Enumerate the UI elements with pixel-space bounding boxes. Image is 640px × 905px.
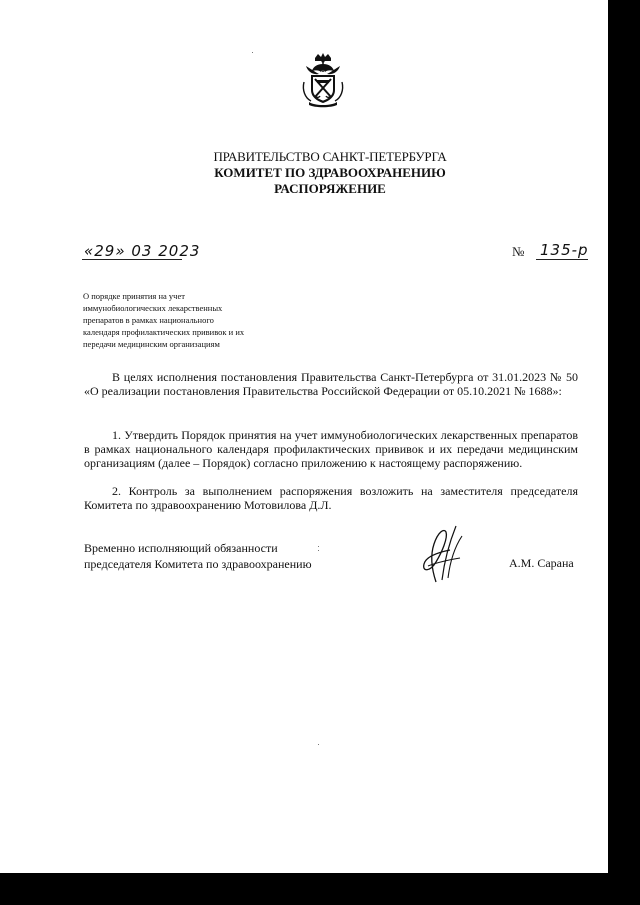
number-sign: № (512, 244, 525, 259)
scan-speck (318, 546, 319, 547)
header-committee: КОМИТЕТ ПО ЗДРАВООХРАНЕНИЮ (214, 165, 446, 180)
header-doc-type: РАСПОРЯЖЕНИЕ (274, 181, 386, 196)
subject-line: календаря профилактических прививок и их (83, 327, 245, 337)
subject-line: передачи медицинским организациям (83, 339, 220, 349)
signatory-name: А.М. Сарана (509, 556, 574, 570)
handwritten-signature (416, 522, 466, 584)
order-date (82, 242, 201, 260)
clause-1-paragraph: 1. Утвердить Порядок принятия на учет иммунобиологических лекарственных препаратов в рамках национального календаря профилактических прививок и их передачи медицинским организациям (далее – Порядок) согласно приложению к настоящему распоряжению. (84, 428, 578, 470)
clause-2-paragraph: 2. Контроль за выполнением распоряжения возложить на заместителя председателя Комитета по здравоохранению Мотовилова Д.Л. (84, 484, 578, 512)
date-underline (82, 259, 182, 260)
header-government: ПРАВИТЕЛЬСТВО САНКТ-ПЕТЕРБУРГА (213, 149, 447, 164)
scan-edge-right (608, 0, 640, 905)
order-number-value: 135-р (540, 241, 589, 259)
subject-line: препаратов в рамках национального (83, 315, 214, 325)
preamble-paragraph: В целях исполнения постановления Правительства Санкт-Петербурга от 31.01.2023 № 50 «О реализации постановления Правительства Российской Федерации от 05.10.2021 № 1688»: (84, 370, 578, 398)
subject-line: иммунобиологических лекарственных (83, 303, 223, 313)
order-number (512, 242, 588, 260)
order-date-value: «29» 03 2023 (84, 242, 201, 260)
coat-of-arms-emblem (300, 52, 346, 108)
signatory-title (84, 540, 312, 572)
subject-block (83, 290, 283, 350)
scan-speck (318, 744, 319, 745)
subject-line: О порядке принятия на учет (83, 291, 185, 301)
scan-edge-bottom (0, 873, 640, 905)
signatory-title-line-2: председателя Комитета по здравоохранению (84, 557, 312, 571)
signatory-title-line-1: Временно исполняющий обязанности (84, 541, 278, 555)
scan-speck (252, 52, 253, 53)
scan-speck (318, 550, 319, 551)
number-underline (536, 259, 588, 260)
